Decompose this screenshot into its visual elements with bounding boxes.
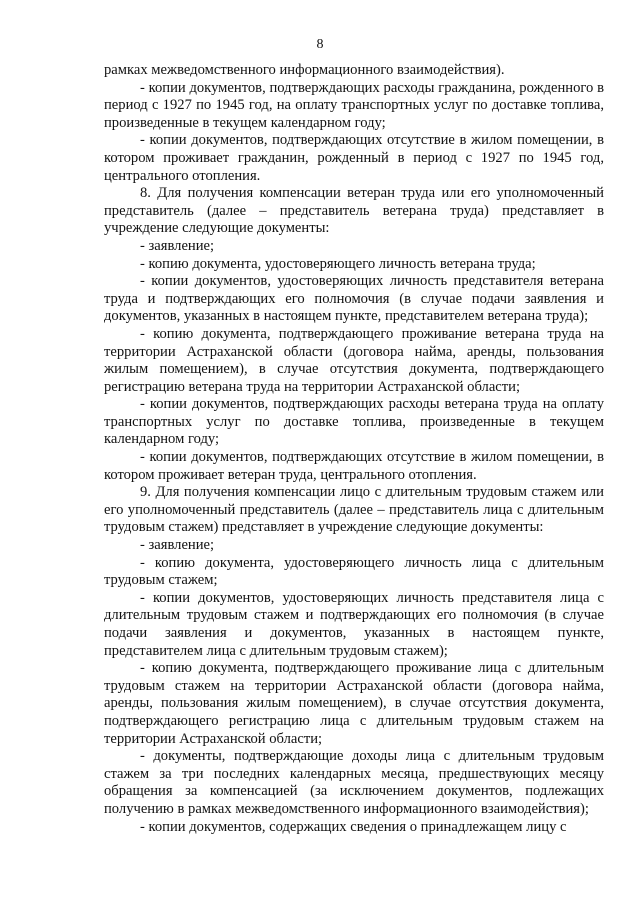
paragraph: - заявление; [140,537,215,554]
paragraph: - копии документов, удостоверяющих личность представителя лица с длительным трудовым стажем и подтверждающих его полномочия (в случае подачи заявления и документов, указанных в настоящем пункте, представителем лица с длительным трудовым стажем); [104,589,604,659]
paragraph: 8. Для получения компенсации ветеран труда или его уполномоченный представитель (далее – представитель ветерана труда) представляет в учреждение следующие документы: [104,185,604,237]
paragraph: - копию документа, удостоверяющего личность ветерана труда; [140,255,536,272]
paragraph: - копии документов, подтверждающих отсутствие в жилом помещении, в котором проживает ветеран труда, центрального отопления. [104,449,604,483]
paragraph: - копию документа, подтверждающего проживание ветерана труда на территории Астраханской области (договора найма, аренды, пользования жилым помещением), в случае отсутствия документа, подтверждающего регистрацию ветерана труда на территории Астраханской области; [104,325,604,395]
paragraph: - копию документа, подтверждающего проживание лица с длительным трудовым стажем на территории Астраханской области (договора найма, аренды, пользования жилым помещением), в случае отсутствия документа, подтверждающего регистрацию лица с длительным трудовым стажем на территории Астраханской области; [104,660,604,747]
paragraph: - документы, подтверждающие доходы лица с длительным трудовым стажем за три последних календарных месяца, предшествующих месяцу обращения за компенсацией (за исключением документов, подлежащих получению в рамках межведомственного информационного взаимодействия); [104,748,604,817]
paragraph: - копию документа, удостоверяющего личность лица с длительным трудовым стажем; [104,554,604,589]
paragraph: - копии документов, подтверждающих расходы ветерана труда на оплату транспортных услуг по доставке топлива, произведенные в текущем календарном году; [104,396,604,448]
document-body [104,62,604,836]
paragraph: - копии документов, удостоверяющих личность представителя ветерана труда и подтверждающих его полномочия (в случае подачи заявления и документов, указанных в настоящем пункте, представителем ветерана труда); [104,273,604,325]
paragraph: - копии документов, подтверждающих расходы гражданина, рожденного в период с 1927 по 1945 год, на оплату транспортных услуг по доставке топлива, произведенные в текущем календарном году; [104,79,604,131]
paragraph: - копии документов, содержащих сведения о принадлежащем лицу с [140,818,567,835]
paragraph: - заявление; [140,237,215,254]
page-number: 8 [316,37,324,52]
paragraph: 9. Для получения компенсации лицо с длительным трудовым стажем или его уполномоченный представитель (далее – представитель лица с длительным трудовым стажем) представляет в учреждение следующие документы: [104,484,604,536]
paragraph: рамках межведомственного информационного взаимодействия). [104,62,505,78]
paragraph: - копии документов, подтверждающих отсутствие в жилом помещении, в котором проживает гражданин, рожденный в период с 1927 по 1945 год, центрального отопления. [104,132,604,184]
